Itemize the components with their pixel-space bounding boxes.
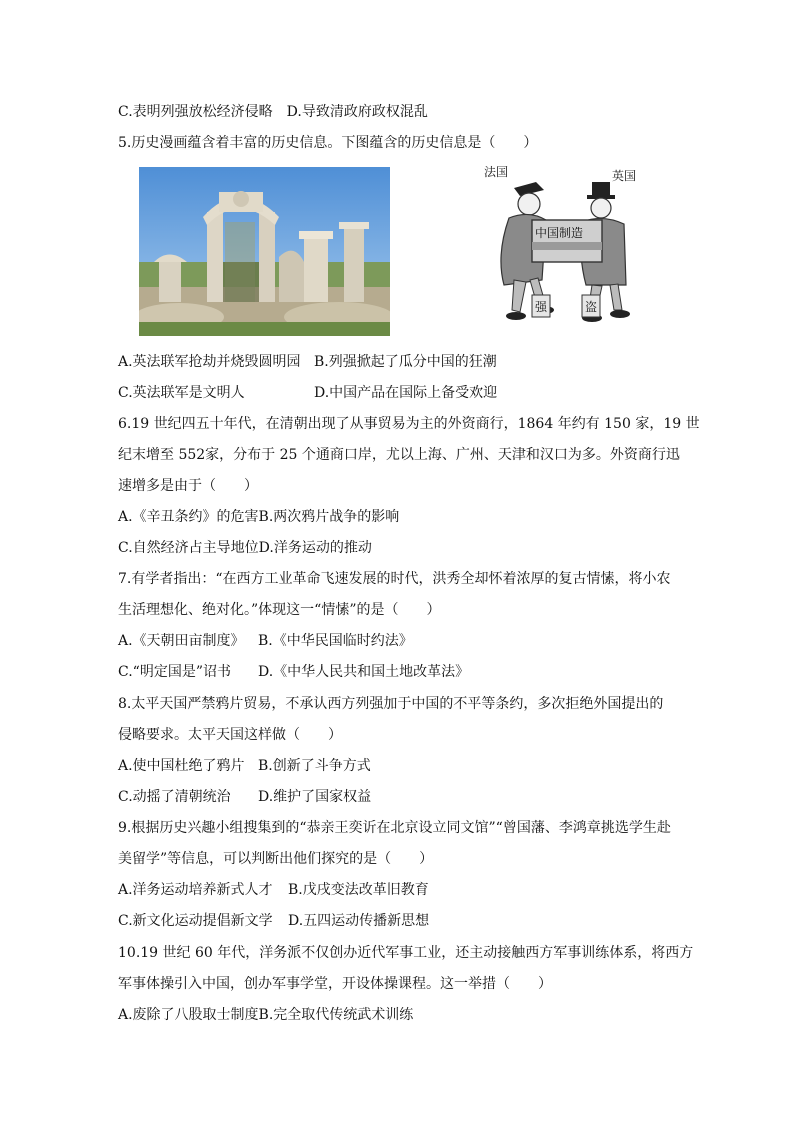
q8-option-b: B.创新了斗争方式 bbox=[258, 758, 371, 774]
q8-stem-line1: 8.太平天国严禁鸦片贸易，不承认西方列强加于中国的不平等条约，多次拒绝外国提出的 bbox=[118, 696, 664, 712]
q5-options-cd bbox=[118, 383, 497, 403]
q7-option-b: B.《中华民国临时约法》 bbox=[258, 633, 413, 649]
q8-options-ab bbox=[118, 756, 371, 776]
q10-stem-line2: 军事体操引入中国，创办军事学堂，开设体操课程。这一举措（ ） bbox=[118, 976, 552, 992]
q10-options-ab: A.废除了八股取士制度B.完全取代传统武术训练 bbox=[118, 1007, 414, 1023]
q9-stem-line2: 美留学”等信息，可以判断出他们探究的是（ ） bbox=[118, 851, 434, 867]
q5-option-d: D.中国产品在国际上备受欢迎 bbox=[314, 385, 498, 401]
q5-option-c: C.英法联军是文明人 bbox=[118, 385, 245, 401]
q8-option-c: C.动摇了清朝统治 bbox=[118, 789, 231, 805]
q7-options-ab bbox=[118, 631, 413, 651]
q10-stem-line1: 10.19 世纪 60 年代，洋务派不仅创办近代军事工业，还主动接触西方军事训练体系，将西方 bbox=[118, 945, 694, 961]
label-made-in-china: 中国制造 bbox=[535, 226, 584, 240]
q5-option-a: A.英法联军抢劫并烧毁圆明园 bbox=[118, 354, 301, 370]
q9-option-b: B.戊戌变法改革旧教育 bbox=[288, 882, 429, 898]
label-france: 法国 bbox=[484, 165, 509, 179]
q6-stem-line3: 速增多是由于（ ） bbox=[118, 478, 258, 494]
q8-option-a: A.使中国杜绝了鸦片 bbox=[118, 758, 245, 774]
q6-stem-line2: 纪末增至 552家，分布于 25 个通商口岸，尤以上海、广州、天津和汉口为多。外资商行迅 bbox=[118, 447, 680, 463]
history-cartoon bbox=[474, 160, 654, 335]
q9-option-d: D.五四运动传播新思想 bbox=[288, 913, 430, 929]
q5-stem: 5.历史漫画蕴含着丰富的历史信息。下图蕴含的历史信息是（ ） bbox=[118, 135, 538, 151]
label-britain: 英国 bbox=[612, 169, 637, 183]
q8-option-d: D.维护了国家权益 bbox=[258, 789, 372, 805]
q7-stem-line2: 生活理想化、绝对化。”体现这一“情愫”的是（ ） bbox=[118, 602, 441, 618]
q5-option-b: B.列强掀起了瓜分中国的狂潮 bbox=[314, 354, 497, 370]
q6-options-ab: A.《辛丑条约》的危害B.两次鸦片战争的影响 bbox=[118, 509, 400, 525]
q6-stem-line1: 6.19 世纪四五十年代，在清朝出现了从事贸易为主的外资商行，1864 年约有 150 家，19 世 bbox=[118, 416, 700, 432]
q8-options-cd bbox=[118, 787, 371, 807]
q8-stem-line2: 侵略要求。太平天国这样做（ ） bbox=[118, 727, 342, 743]
q5-options-ab bbox=[118, 352, 497, 372]
label-steal: 盗 bbox=[585, 300, 598, 314]
q9-option-c: C.新文化运动提倡新文学 bbox=[118, 913, 273, 929]
label-strong: 强 bbox=[535, 300, 548, 314]
q4-options-cd: C.表明列强放松经济侵略 D.导致清政府政权混乱 bbox=[118, 104, 428, 120]
q6-options-cd: C.自然经济占主导地位D.洋务运动的推动 bbox=[118, 540, 372, 556]
q9-options-cd bbox=[118, 911, 429, 931]
q7-options-cd bbox=[118, 662, 469, 682]
yuanmingyuan-ruins-photo bbox=[139, 167, 390, 336]
q9-stem-line1: 9.根据历史兴趣小组搜集到的“恭亲王奕䜣在北京设立同文馆”“曾国藩、李鸿章挑选学生赴 bbox=[118, 820, 671, 836]
q7-option-d: D.《中华人民共和国土地改革法》 bbox=[258, 664, 470, 680]
q9-options-ab bbox=[118, 880, 429, 900]
q7-option-a: A.《天朝田亩制度》 bbox=[118, 633, 245, 649]
q7-option-c: C.“明定国是”诏书 bbox=[118, 664, 231, 680]
q7-stem-line1: 7.有学者指出：“在西方工业革命飞速发展的时代，洪秀全却怀着浓厚的复古情愫，将小农 bbox=[118, 571, 671, 587]
q9-option-a: A.洋务运动培养新式人才 bbox=[118, 882, 273, 898]
